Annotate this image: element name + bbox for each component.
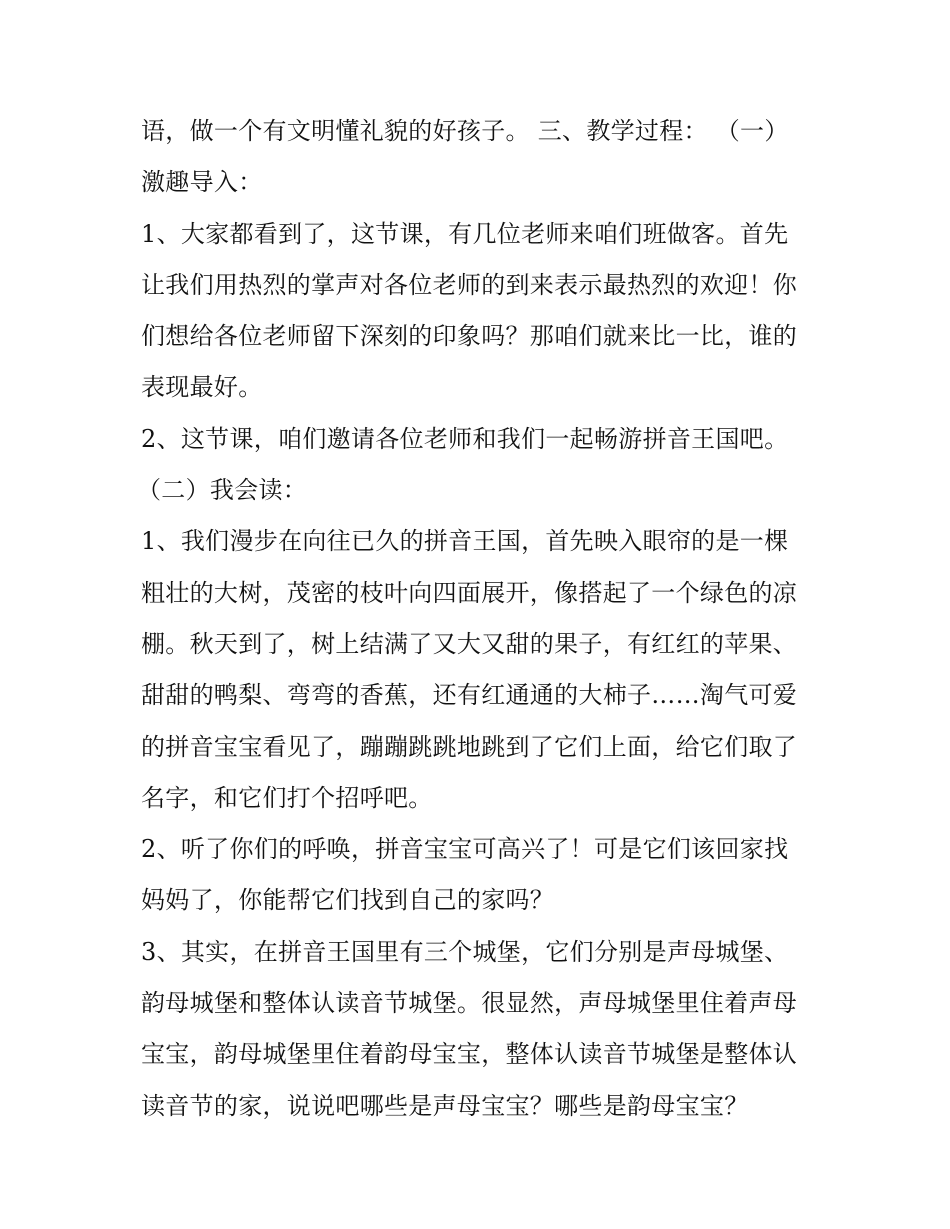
text-line: 2、这节课，咱们邀请各位老师和我们一起畅游拼音王国吧。 [141,424,789,453]
text-line: 名字，和它们打个招呼吧。 [141,783,433,812]
text-line: 激趣导入： [141,168,263,197]
text-line: 妈妈了，你能帮它们找到自己的家吗？ [141,886,555,915]
text-line: 让我们用热烈的掌声对各位老师的到来表示最热烈的欢迎！你 [141,270,798,299]
text-line: 宝宝，韵母城堡里住着韵母宝宝，整体认读音节城堡是整体认 [141,1040,798,1069]
text-line: 2、听了你们的呼唤，拼音宝宝可高兴了！可是它们该回家找 [141,835,789,864]
text-line: 1、大家都看到了，这节课，有几位老师来咱们班做客。首先 [141,219,789,248]
text-line: 韵母城堡和整体认读音节城堡。很显然，声母城堡里住着声母 [141,989,798,1018]
body-text [137,106,821,1132]
text-line: 们想给各位老师留下深刻的印象吗？那咱们就来比一比，谁的 [141,322,798,351]
text-line: 棚。秋天到了，树上结满了又大又甜的果子，有红红的苹果、 [141,629,798,658]
text-line: 读音节的家，说说吧哪些是声母宝宝？哪些是韵母宝宝？ [141,1091,749,1120]
text-line: 表现最好。 [141,373,263,402]
text-line: 语，做一个有文明懂礼貌的好孩子。 三、教学过程： （一） [141,117,789,145]
text-line: 1、我们漫步在向往已久的拼音王国，首先映入眼帘的是一棵 [141,527,789,556]
text-line: 的拼音宝宝看见了，蹦蹦跳跳地跳到了它们上面，给它们取了 [141,732,798,761]
text-line: 甜甜的鸭梨、弯弯的香蕉，还有红通通的大柿子……淘气可爱 [141,681,798,710]
text-line: 3、其实，在拼音王国里有三个城堡，它们分别是声母城堡、 [141,937,789,966]
section-heading: （二）我会读： [137,476,308,505]
text-line: 粗壮的大树，茂密的枝叶向四面展开，像搭起了一个绿色的凉 [141,578,798,607]
